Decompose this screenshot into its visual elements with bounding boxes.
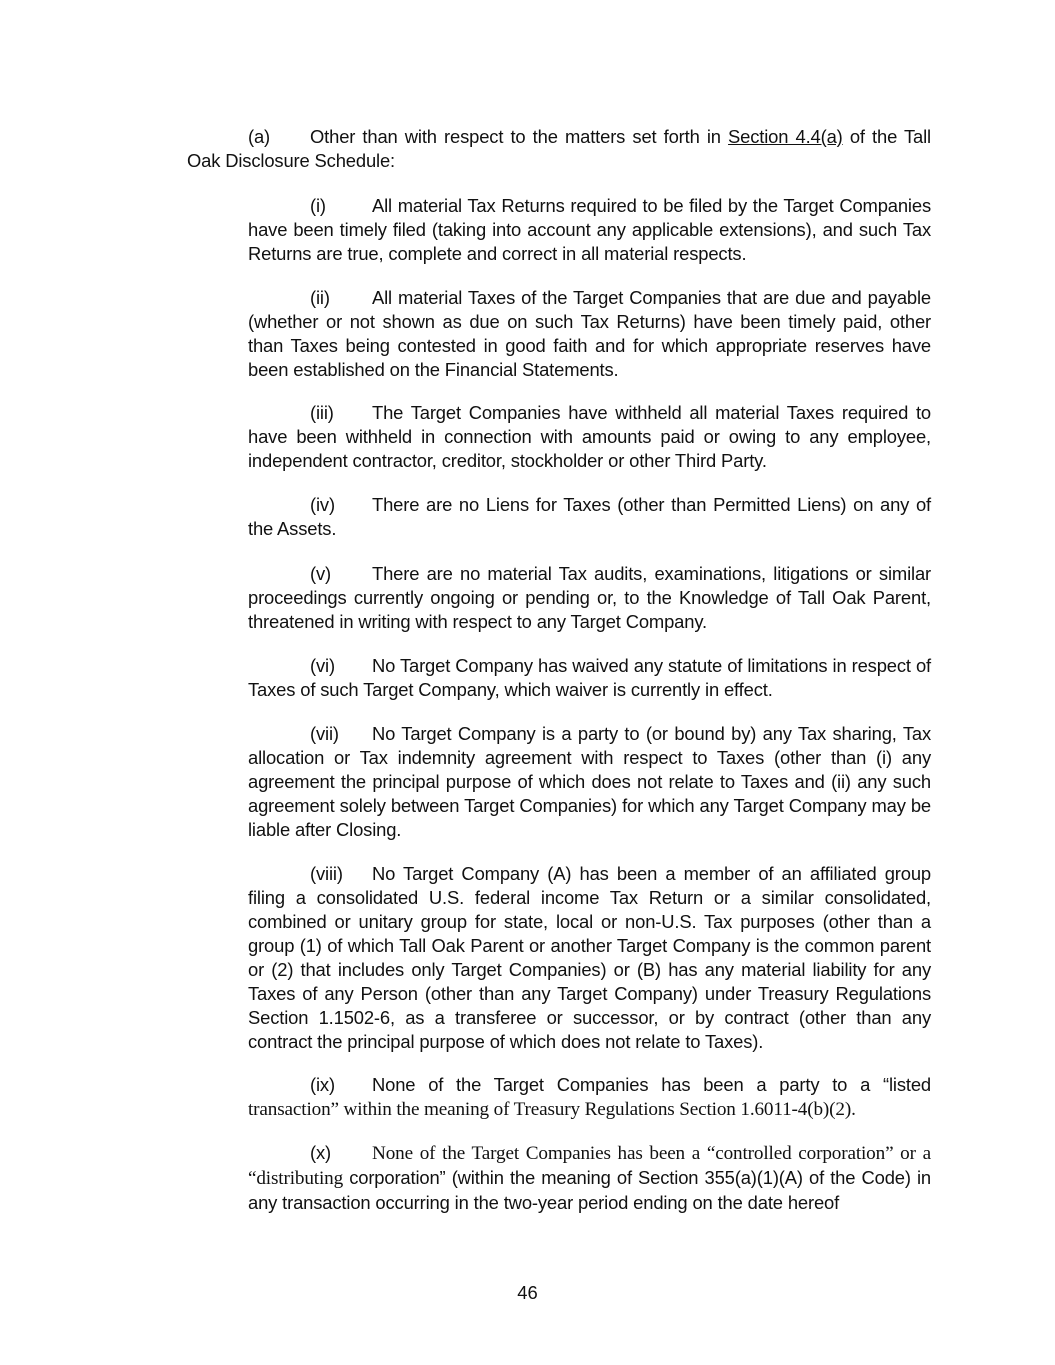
- item-text-sans: None of the Target Companies has been a party to a “listed: [372, 1074, 931, 1095]
- item-viii: [248, 862, 931, 1054]
- page-number: 46: [517, 1282, 538, 1303]
- paragraph-a-text-after: of the Tall Oak Disclosure Schedule:: [187, 126, 931, 171]
- item-x: [248, 1141, 931, 1215]
- item-text: All material Tax Returns required to be filed by the Target Companies have been timely filed (taking into account any applicable extensions), and such Tax Returns are true, complete and correct in all material respects.: [248, 195, 931, 264]
- item-iv: [248, 493, 931, 541]
- item-marker: (v): [310, 563, 331, 584]
- paragraph-a: [187, 125, 931, 173]
- item-vii: [248, 722, 931, 842]
- item-v: [248, 562, 931, 634]
- item-text: No Target Company has waived any statute of limitations in respect of Taxes of such Target Company, which waiver is currently in effect.: [248, 655, 931, 700]
- item-ii: [248, 286, 931, 382]
- item-text: All material Taxes of the Target Companies that are due and payable (whether or not shown as due on such Tax Returns) have been timely paid, other than Taxes being contested in good faith and for which appropriate reserves have been established on the Financial Statements.: [248, 287, 931, 380]
- item-vi: [248, 654, 931, 702]
- item-text: No Target Company is a party to (or bound by) any Tax sharing, Tax allocation or Tax indemnity agreement with respect to Taxes (other than (i) any agreement the principal purpose of which does not relate to Taxes and (ii) any such agreement solely between Target Companies) for which any Target Company may be liable after Closing.: [248, 723, 931, 840]
- item-text: No Target Company (A) has been a member of an affiliated group filing a consolidated U.S. federal income Tax Return or a similar consolidated, combined or unitary group for state, local or non-U.S. Tax purposes (other than a group (1) of which Tall Oak Parent or another Target Company is the common parent or (2) that includes only Target Companies) or (B) has any material liability for any Taxes of any Person (other than any Target Company) under Treasury Regulations Section 1.1502-6, as a transferee or successor, or by contract (other than any contract the principal purpose of which does not relate to Taxes).: [248, 863, 931, 1052]
- item-i: [248, 194, 931, 266]
- item-ix: [248, 1073, 931, 1122]
- section-reference-link: Section 4.4(a): [728, 126, 843, 147]
- item-marker: (ii): [310, 287, 330, 308]
- item-marker: (ix): [310, 1074, 335, 1095]
- item-text-serif: transaction” within the meaning of Treasury Regulations Section 1.6011-4(b)(2).: [248, 1099, 856, 1120]
- paragraph-a-marker: (a): [248, 126, 271, 147]
- item-marker: (vi): [310, 655, 335, 676]
- item-text-sans: corporation” (within the meaning of Section 355(a)(1)(A) of the Code) in any transaction occurring in the two-year period ending on the date hereof: [248, 1167, 931, 1213]
- item-marker: (i): [310, 195, 326, 216]
- item-text: There are no Liens for Taxes (other than Permitted Liens) on any of the Assets.: [248, 494, 931, 539]
- item-text: There are no material Tax audits, examinations, litigations or similar proceedings currently ongoing or pending or, to the Knowledge of Tall Oak Parent, threatened in writing with respect to any Target Company.: [248, 563, 931, 632]
- paragraph-a-text-before: Other than with respect to the matters set forth in: [310, 126, 729, 147]
- item-iii: [248, 401, 931, 473]
- item-marker: (viii): [310, 863, 343, 884]
- item-marker: (iii): [310, 402, 334, 423]
- item-text: The Target Companies have withheld all material Taxes required to have been withheld in connection with amounts paid or owing to any employee, independent contractor, creditor, stockholder or other Third Party.: [248, 402, 931, 471]
- item-marker: (vii): [310, 723, 339, 744]
- item-text-serif: None of the Target Companies has been a “controlled corporation” or a “distributing: [248, 1143, 931, 1189]
- item-marker: (iv): [310, 494, 335, 515]
- item-marker: (x): [310, 1142, 331, 1163]
